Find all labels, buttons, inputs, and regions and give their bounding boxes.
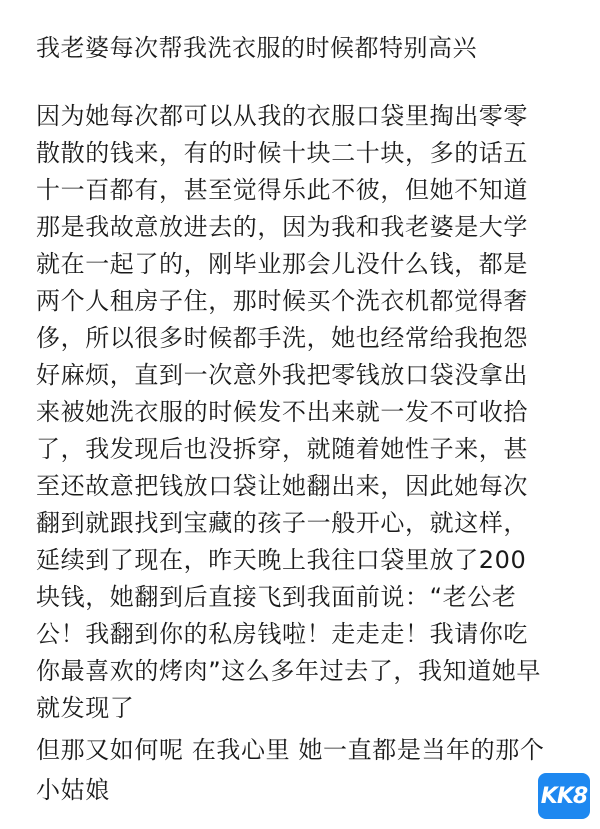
body-line: 十一百都有，甚至觉得乐此不彼，但她不知道	[36, 176, 528, 204]
body-line: 好麻烦，直到一次意外我把零钱放口袋没拿出	[36, 361, 528, 389]
body-line: 了，我发现后也没拆穿，就随着她性子来，甚	[36, 435, 528, 463]
body-line: 侈，所以很多时候都手洗，她也经常给我抱怨	[36, 324, 528, 352]
post-title: 我老婆每次帮我洗衣服的时候都特别高兴	[36, 34, 477, 62]
body-line: 翻到就跟找到宝藏的孩子一般开心，就这样，	[36, 509, 528, 537]
kk8-watermark-logo: KK8	[538, 773, 590, 819]
body-line: 散散的钱来，有的时候十块二十块，多的话五	[36, 139, 528, 167]
body-line: 因为她每次都可以从我的衣服口袋里掏出零零	[36, 102, 528, 130]
closing-line: 但那又如何呢 在我心里 她一直都是当年的那个	[36, 736, 545, 764]
post-closing	[36, 730, 544, 810]
body-line: 块钱，她翻到后直接飞到我面前说：“老公老	[36, 583, 517, 611]
body-line: 公！我翻到你的私房钱啦！走走走！我请你吃	[36, 620, 528, 648]
body-line: 来被她洗衣服的时候发不出来就一发不可收拾	[36, 398, 528, 426]
closing-line: 小姑娘	[36, 776, 110, 804]
body-line: 两个人租房子住，那时候买个洗衣机都觉得奢	[36, 287, 528, 315]
body-line: 至还故意把钱放口袋让她翻出来，因此她每次	[36, 472, 528, 500]
body-line: 延续到了现在，昨天晚上我往口袋里放了200	[36, 546, 527, 574]
body-line: 那是我故意放进去的，因为我和我老婆是大学	[36, 213, 528, 241]
post-body	[36, 98, 541, 727]
body-line: 就发现了	[36, 694, 135, 722]
body-line: 就在一起了的，刚毕业那会儿没什么钱，都是	[36, 250, 528, 278]
body-line: 你最喜欢的烤肉”这么多年过去了，我知道她早	[36, 657, 542, 685]
